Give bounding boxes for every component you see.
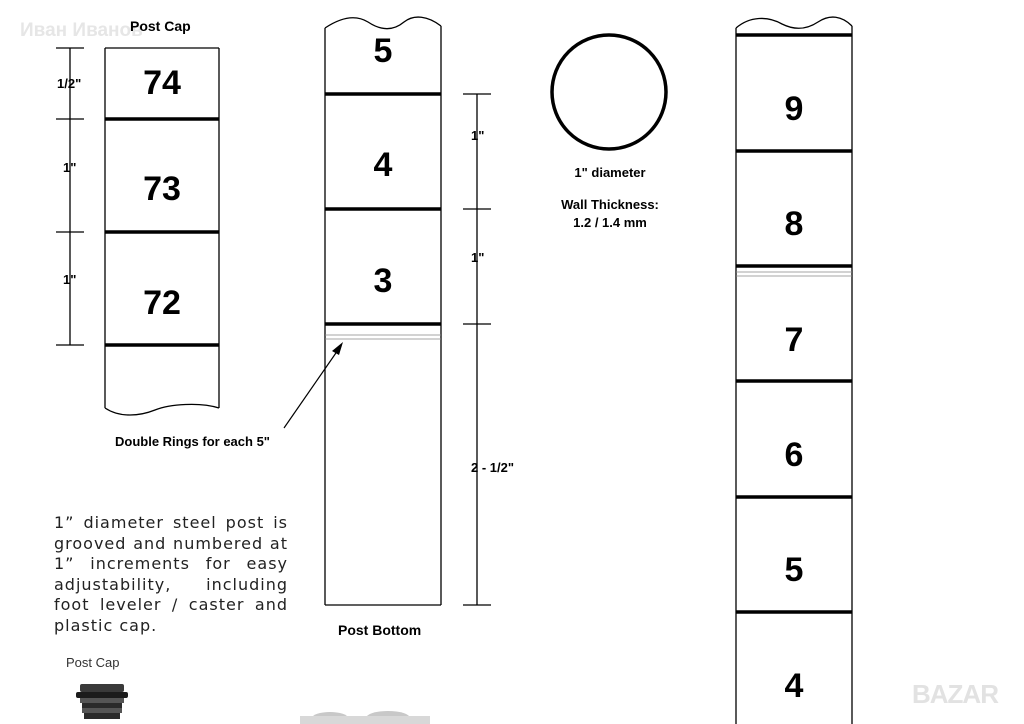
ring-number-4-right: 4 <box>784 667 804 705</box>
left-dim-1-inch-b: 1" <box>63 272 77 287</box>
left-dim-half-inch: 1/2" <box>57 76 82 91</box>
diameter-label: 1" diameter <box>574 165 646 180</box>
ring-number-5-center: 5 <box>373 32 393 70</box>
arrowhead <box>332 342 343 355</box>
ring-number-8-right: 8 <box>784 205 804 243</box>
center-dim-2-half-inch: 2 - 1/2" <box>471 460 515 475</box>
post-cap-title: Post Cap <box>130 18 191 34</box>
bottom-hardware-image <box>300 711 430 724</box>
ring-number-9-right: 9 <box>784 90 804 128</box>
ring-number-72: 72 <box>143 284 181 322</box>
cross-section-circle <box>552 35 666 149</box>
center-post-outline <box>325 17 441 605</box>
ring-number-74: 74 <box>143 64 181 102</box>
post-cap-thumbnail <box>76 684 128 719</box>
center-dim-1-inch-a: 1" <box>471 128 485 143</box>
ring-number-3-center: 3 <box>373 262 393 300</box>
ring-number-5-right: 5 <box>784 551 804 589</box>
bazar-logo-watermark: BAZAR <box>912 679 998 709</box>
left-dimension-line <box>56 48 84 345</box>
annotation-arrow <box>284 350 338 428</box>
ring-number-7-right: 7 <box>784 321 804 359</box>
center-dimension-line <box>463 94 491 605</box>
left-dim-1-inch-a: 1" <box>63 160 77 175</box>
ring-number-6-right: 6 <box>784 436 804 474</box>
seller-watermark: Иван Иванов <box>20 20 143 41</box>
wall-thickness-value: 1.2 / 1.4 mm <box>573 215 647 230</box>
wall-thickness-title: Wall Thickness: <box>561 197 659 212</box>
center-dim-1-inch-b: 1" <box>471 250 485 265</box>
post-cap-caption: Post Cap <box>66 655 120 670</box>
ring-number-73: 73 <box>143 170 181 208</box>
double-rings-annotation: Double Rings for each 5" <box>115 434 270 449</box>
product-description: 1” diameter steel post is grooved and numbered at 1” increments for easy adjustability, including foot leveler / caster and plastic cap. <box>54 513 288 635</box>
ring-number-4-center: 4 <box>373 146 393 184</box>
post-bottom-label: Post Bottom <box>338 622 422 638</box>
